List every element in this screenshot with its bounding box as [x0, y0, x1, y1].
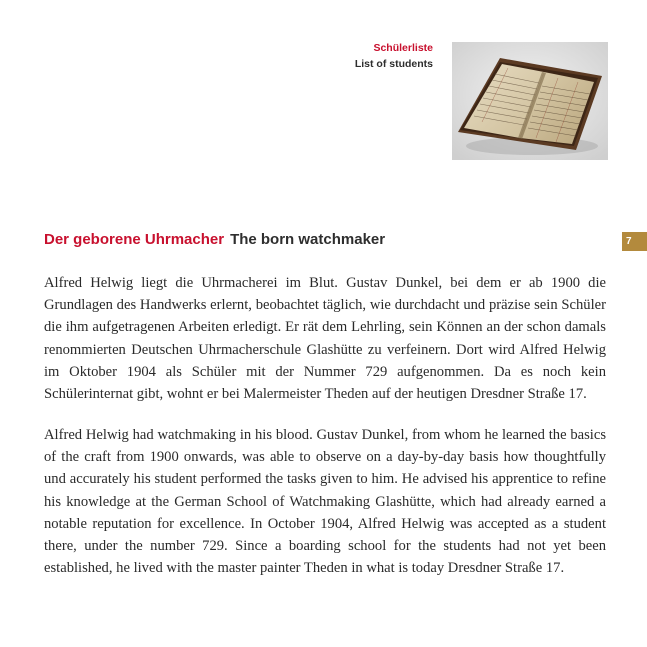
- paragraph-english: Alfred Helwig had watchmaking in his blood. Gustav Dunkel, from whom he learned the basics of the craft from 1900 onwards, was able to observe on a day-by-day basis how thoughtfully und accurately his student performed the tasks given to him. He advised his apprentice to refine his knowledge at the German School of Watchmaking Glashütte, which had already earned a notable reputation for excellence. In October 1904, Alfred Helwig was accepted as a student there, under the number 729. Since a boarding school for the students had not yet been established, he lived with the master painter Theden in what is today Dresdner Straße 17.: [44, 427, 606, 577]
- section-heading: [44, 230, 385, 250]
- student-list-photo: [452, 42, 608, 160]
- paragraph-german: Alfred Helwig liegt die Uhrmacherei im Blut. Gustav Dunkel, bei dem er ab 1900 die Grundlagen des Handwerks erlernt, beobachtet täglich, wie durchdacht und präzise sein Schüler die ihm aufgetragenen Arbeiten erledigt. Er rät dem Lehrling, sein Können an der schon damals renommierten Deutschen Uhrmacherschule Glashütte zu verfeinern. Dort wird Alfred Helwig im Oktober 1904 als Schüler mit der Nummer 729 aufgenommen. Da es noch kein Schülerinternat gibt, wohnt er bei Malermeister Theden auf der heutigen Dresdner Straße 17.: [44, 275, 606, 403]
- caption-german: Schülerliste: [373, 42, 433, 54]
- heading-german: Der geborene Uhrmacher: [44, 231, 225, 248]
- photo-caption: [355, 40, 433, 72]
- page-number-tab: 7: [622, 232, 647, 251]
- open-ledger-image: [452, 42, 608, 160]
- heading-english: The born watchmaker: [230, 231, 386, 248]
- caption-english: List of students: [354, 58, 433, 70]
